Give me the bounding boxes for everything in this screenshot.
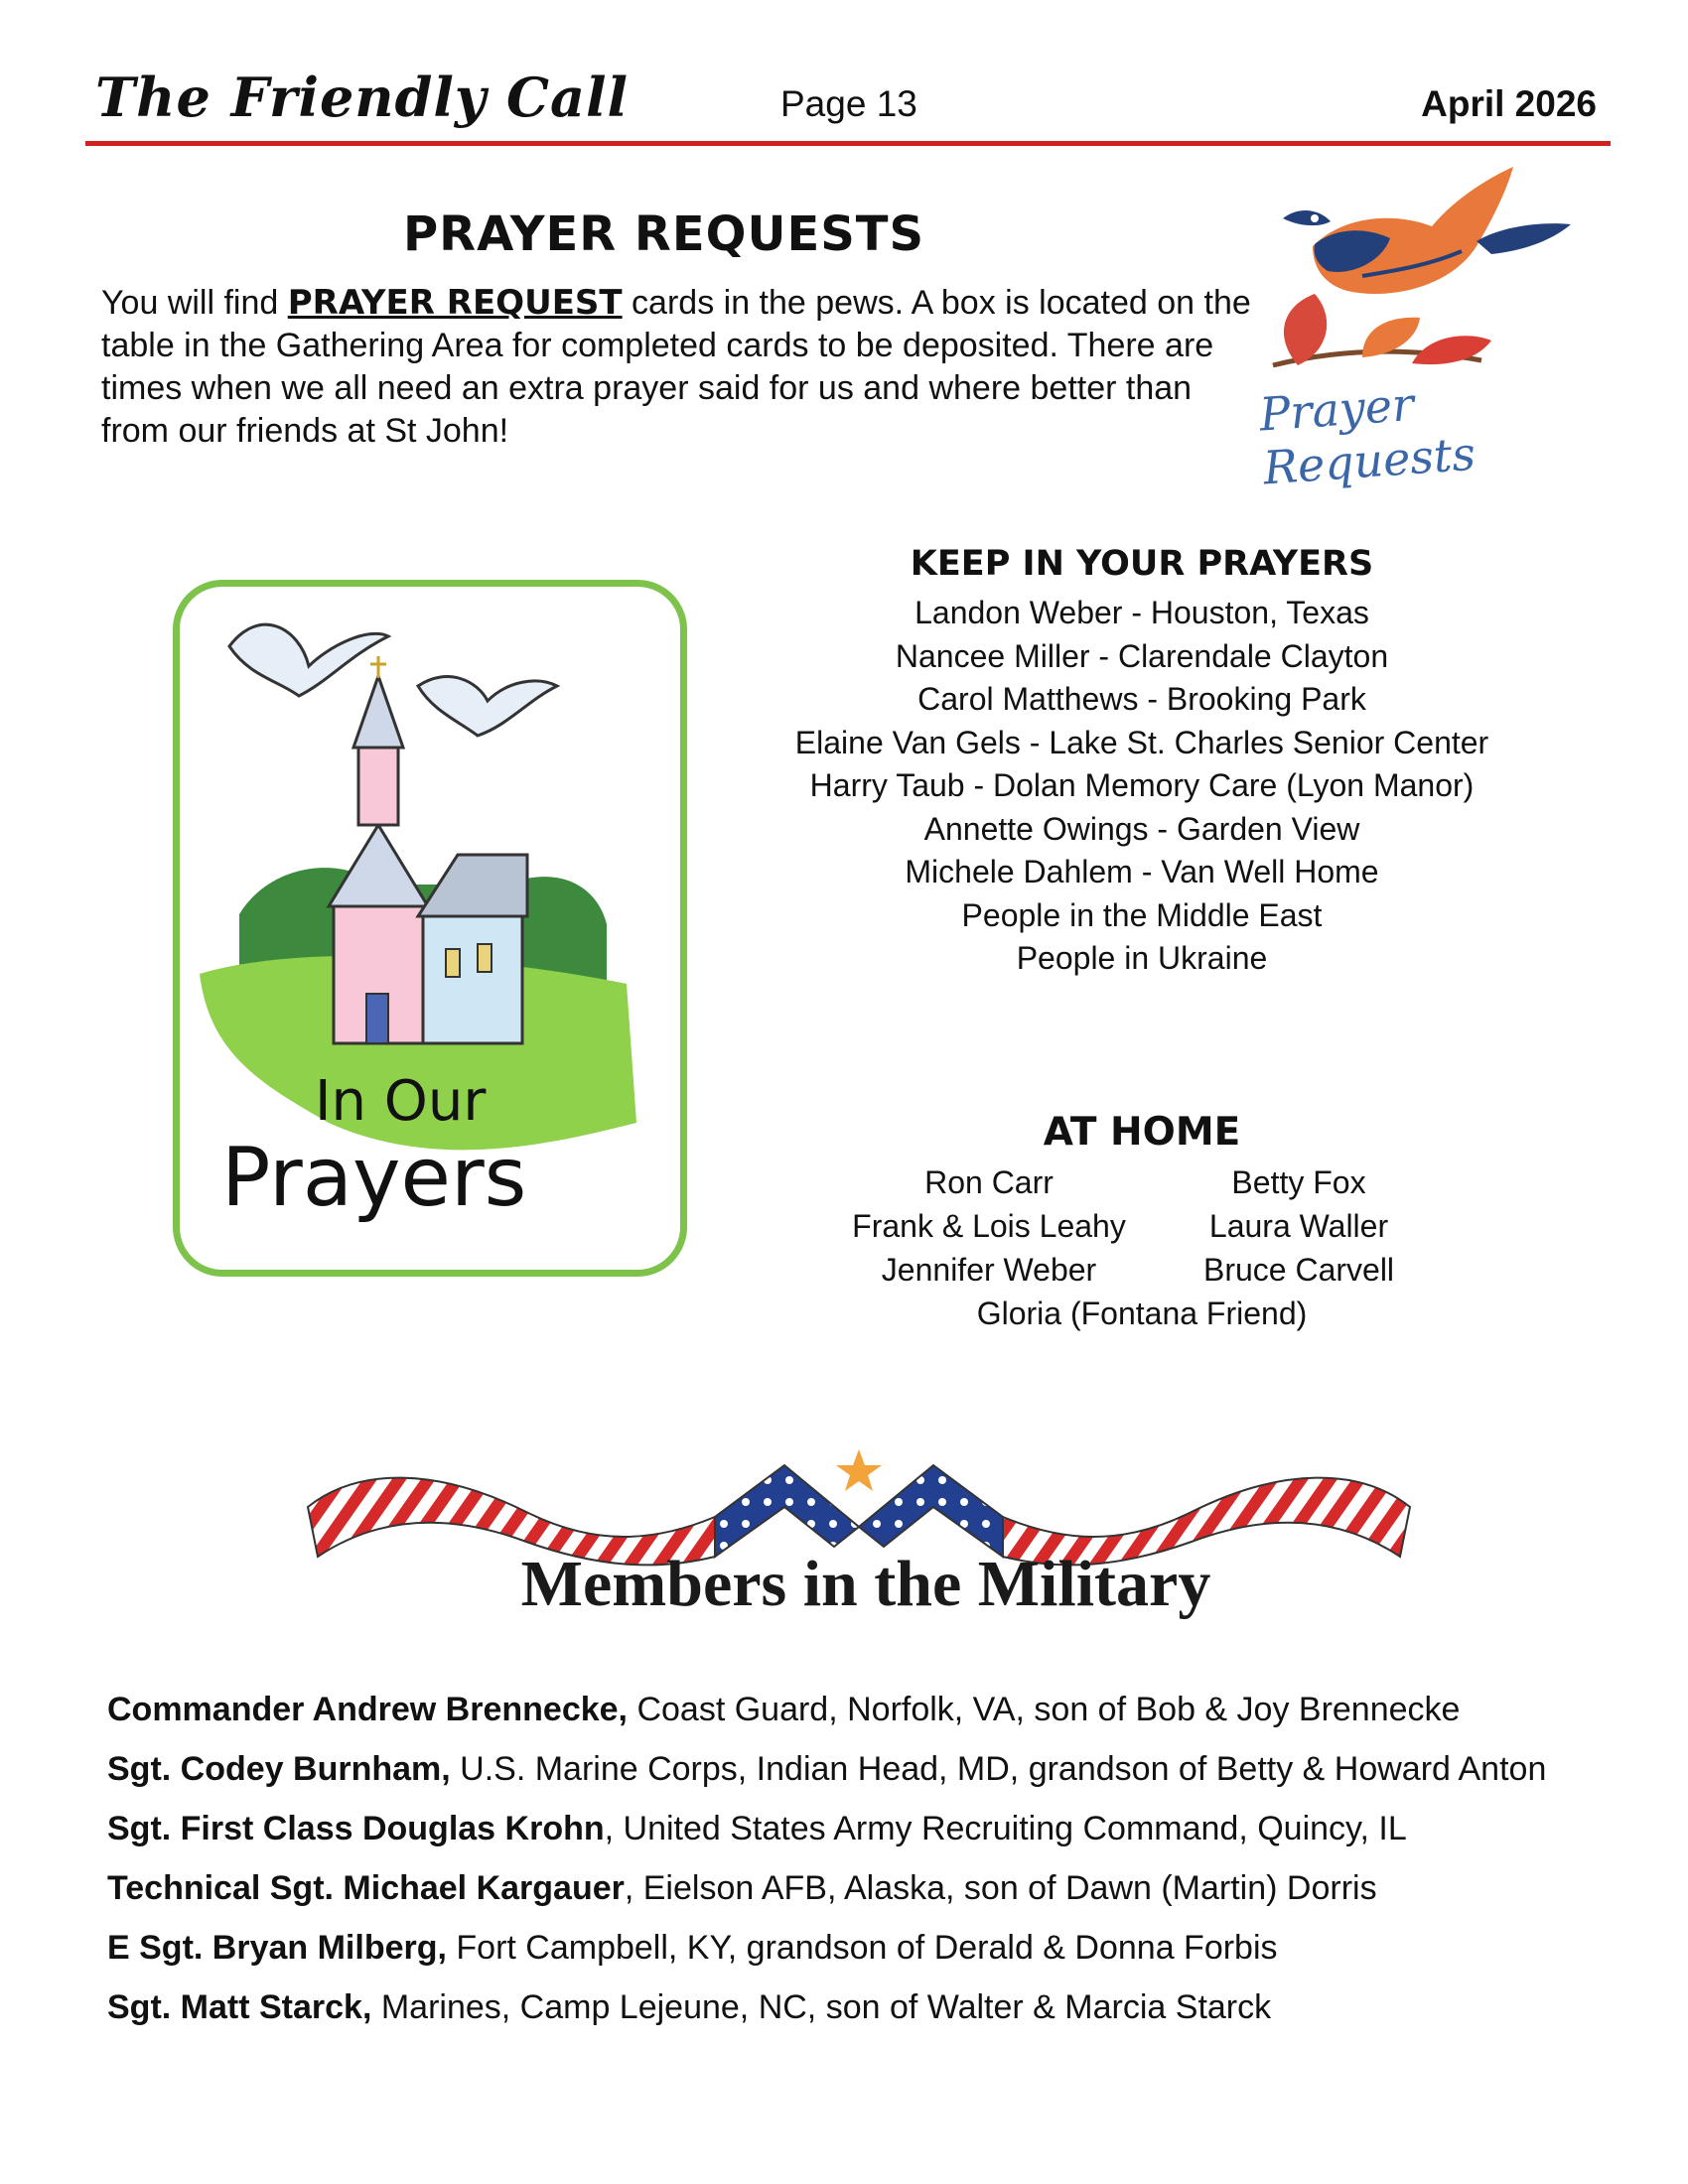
military-member-row — [107, 1799, 1656, 1858]
at-home-grid — [834, 1160, 1450, 1292]
in-our-prayers-illustration — [173, 580, 687, 1277]
prayer-requests-intro — [101, 282, 1253, 453]
member-detail: Marines, Camp Lejeune, NC, son of Walter & Marcia Starck — [371, 1988, 1272, 2026]
member-name: Sgt. Codey Burnham, — [107, 1750, 451, 1788]
member-detail: , Eielson AFB, Alaska, son of Dawn (Martin) Dorris — [624, 1869, 1377, 1907]
prayer-list-item: Carol Matthews - Brooking Park — [917, 681, 1366, 717]
in-our-art-line1: In Our — [315, 1069, 487, 1134]
at-home-name: Bruce Carvell — [1202, 1252, 1395, 1288]
at-home-name: Ron Carr — [924, 1164, 1054, 1200]
member-name: Technical Sgt. Michael Kargauer — [107, 1869, 625, 1907]
newsletter-masthead: The Friendly Call — [95, 66, 630, 129]
military-member-row — [107, 1680, 1656, 1739]
at-home-name: Gloria (Fontana Friend) — [976, 1296, 1308, 1331]
member-name: Commander Andrew Brennecke, — [107, 1691, 628, 1728]
member-detail: Fort Campbell, KY, grandson of Derald & Donna Forbis — [446, 1929, 1278, 1967]
member-detail: , United States Army Recruiting Command, Quincy, IL — [604, 1810, 1407, 1847]
military-member-row — [107, 1739, 1656, 1799]
prayer-requests-bird-icon — [1253, 167, 1620, 495]
at-home-name: Jennifer Weber — [881, 1252, 1097, 1288]
member-detail: U.S. Marine Corps, Indian Head, MD, grandson of Betty & Howard Anton — [450, 1750, 1547, 1788]
military-members-list — [107, 1680, 1656, 2037]
member-name: E Sgt. Bryan Milberg, — [107, 1929, 447, 1967]
prayer-list-item: Harry Taub - Dolan Memory Care (Lyon Manor) — [809, 767, 1475, 803]
prayers-art-line2: Prayers — [221, 1131, 527, 1225]
at-home-name: Laura Waller — [1208, 1208, 1389, 1244]
military-banner-title: Members in the Military — [520, 1548, 1211, 1620]
military-member-row — [107, 1978, 1656, 2037]
intro-emphasis: PRAYER REQUEST — [287, 283, 623, 323]
member-name: Sgt. Matt Starck, — [107, 1988, 372, 2026]
military-member-row — [107, 1918, 1656, 1978]
intro-text-start: You will find — [101, 284, 288, 322]
header-divider — [85, 141, 1611, 146]
page-header — [85, 62, 1611, 145]
prayer-list-item: People in Ukraine — [1016, 940, 1268, 976]
prayer-list-item: Landon Weber - Houston, Texas — [914, 595, 1369, 630]
prayer-requests-art-caption: Prayer Requests — [1257, 376, 1477, 495]
members-in-military-banner — [298, 1447, 1420, 1626]
at-home-name: Frank & Lois Leahy — [852, 1208, 1126, 1244]
member-detail: Coast Guard, Norfolk, VA, son of Bob & Joy Brennecke — [628, 1691, 1461, 1728]
prayer-list-item: Elaine Van Gels - Lake St. Charles Senior Center — [794, 724, 1489, 760]
page-number: Page 13 — [780, 83, 917, 124]
prayer-list-item: Nancee Miller - Clarendale Clayton — [895, 637, 1389, 674]
prayer-list-item: People in the Middle East — [961, 896, 1323, 933]
issue-date: April 2026 — [1421, 83, 1597, 124]
military-member-row — [107, 1858, 1656, 1918]
prayer-list-item: Annette Owings - Garden View — [923, 810, 1360, 847]
at-home-heading: AT HOME — [1043, 1110, 1241, 1155]
section-title-prayer-requests: PRAYER REQUESTS — [403, 206, 925, 262]
keep-in-prayers-section — [765, 544, 1519, 981]
at-home-section — [834, 1110, 1450, 1335]
member-name: Sgt. First Class Douglas Krohn — [107, 1810, 605, 1847]
at-home-name: Betty Fox — [1231, 1164, 1366, 1200]
keep-in-prayers-heading: KEEP IN YOUR PRAYERS — [910, 544, 1374, 584]
prayer-list-item: Michele Dahlem - Van Well Home — [905, 854, 1379, 889]
intro-text-end: cards in the pews. A box is located on the table in the Gathering Area for completed cards to be deposited. There are times when we all need an extra prayer said for us and where better than from our friends at St John! — [101, 284, 1251, 450]
